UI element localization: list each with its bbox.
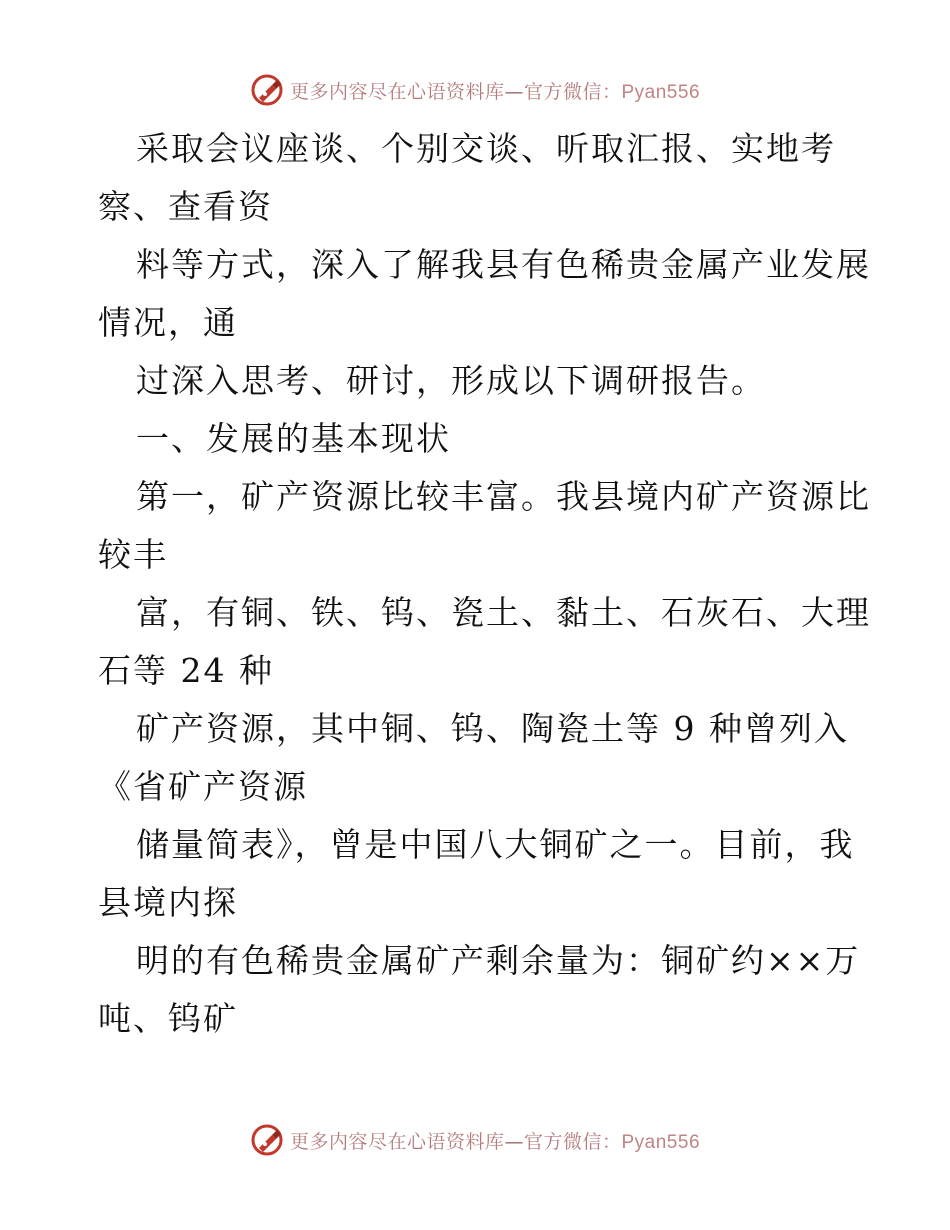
body-line: 第一，矿产资源比较丰富。我县境内矿产资源比	[136, 477, 871, 516]
body-line: 石等 24 种	[98, 651, 274, 690]
body-line: 料等方式，深入了解我县有色稀贵金属产业发展	[136, 245, 871, 284]
body-line: 县境内探	[98, 883, 238, 922]
footer-banner-sep: —	[504, 1130, 524, 1153]
body-line: 储量简表》，曾是中国八大铜矿之一。目前，我	[136, 825, 855, 864]
header-banner-main: 更多内容尽在心语资料库	[289, 80, 505, 103]
body-line: 《省矿产资源	[98, 767, 308, 806]
footer-banner	[0, 1120, 950, 1160]
body-line: 过深入思考、研讨，形成以下调研报告。	[136, 361, 766, 400]
footer-banner-id: Pyan556	[621, 1131, 701, 1153]
section-heading: 一、发展的基本现状	[136, 419, 451, 458]
pen-logo-icon	[250, 73, 284, 107]
header-banner-id: Pyan556	[621, 81, 701, 103]
header-banner-inner	[250, 73, 700, 107]
body-line: 明的有色稀贵金属矿产剩余量为：铜矿约××万	[136, 941, 861, 980]
footer-banner-text	[290, 1127, 700, 1154]
footer-banner-inner	[250, 1123, 700, 1157]
body-line: 情况，通	[98, 303, 238, 342]
document-body	[98, 120, 871, 1048]
body-line: 采取会议座谈、个别交谈、听取汇报、实地考	[136, 129, 836, 168]
body-line: 矿产资源，其中铜、钨、陶瓷土等 9 种曾列入	[136, 709, 849, 748]
body-line: 察、查看资	[98, 187, 273, 226]
header-banner-label: 官方微信：	[523, 80, 622, 103]
pen-logo-icon	[250, 1123, 284, 1157]
body-line: 吨、钨矿	[98, 999, 238, 1038]
body-line: 较丰	[98, 535, 168, 574]
body-line: 富，有铜、铁、钨、瓷土、黏土、石灰石、大理	[136, 593, 871, 632]
footer-banner-main: 更多内容尽在心语资料库	[289, 1130, 505, 1153]
header-banner	[0, 70, 950, 110]
header-banner-sep: —	[504, 80, 524, 103]
footer-banner-label: 官方微信：	[523, 1130, 622, 1153]
header-banner-text	[290, 77, 700, 104]
